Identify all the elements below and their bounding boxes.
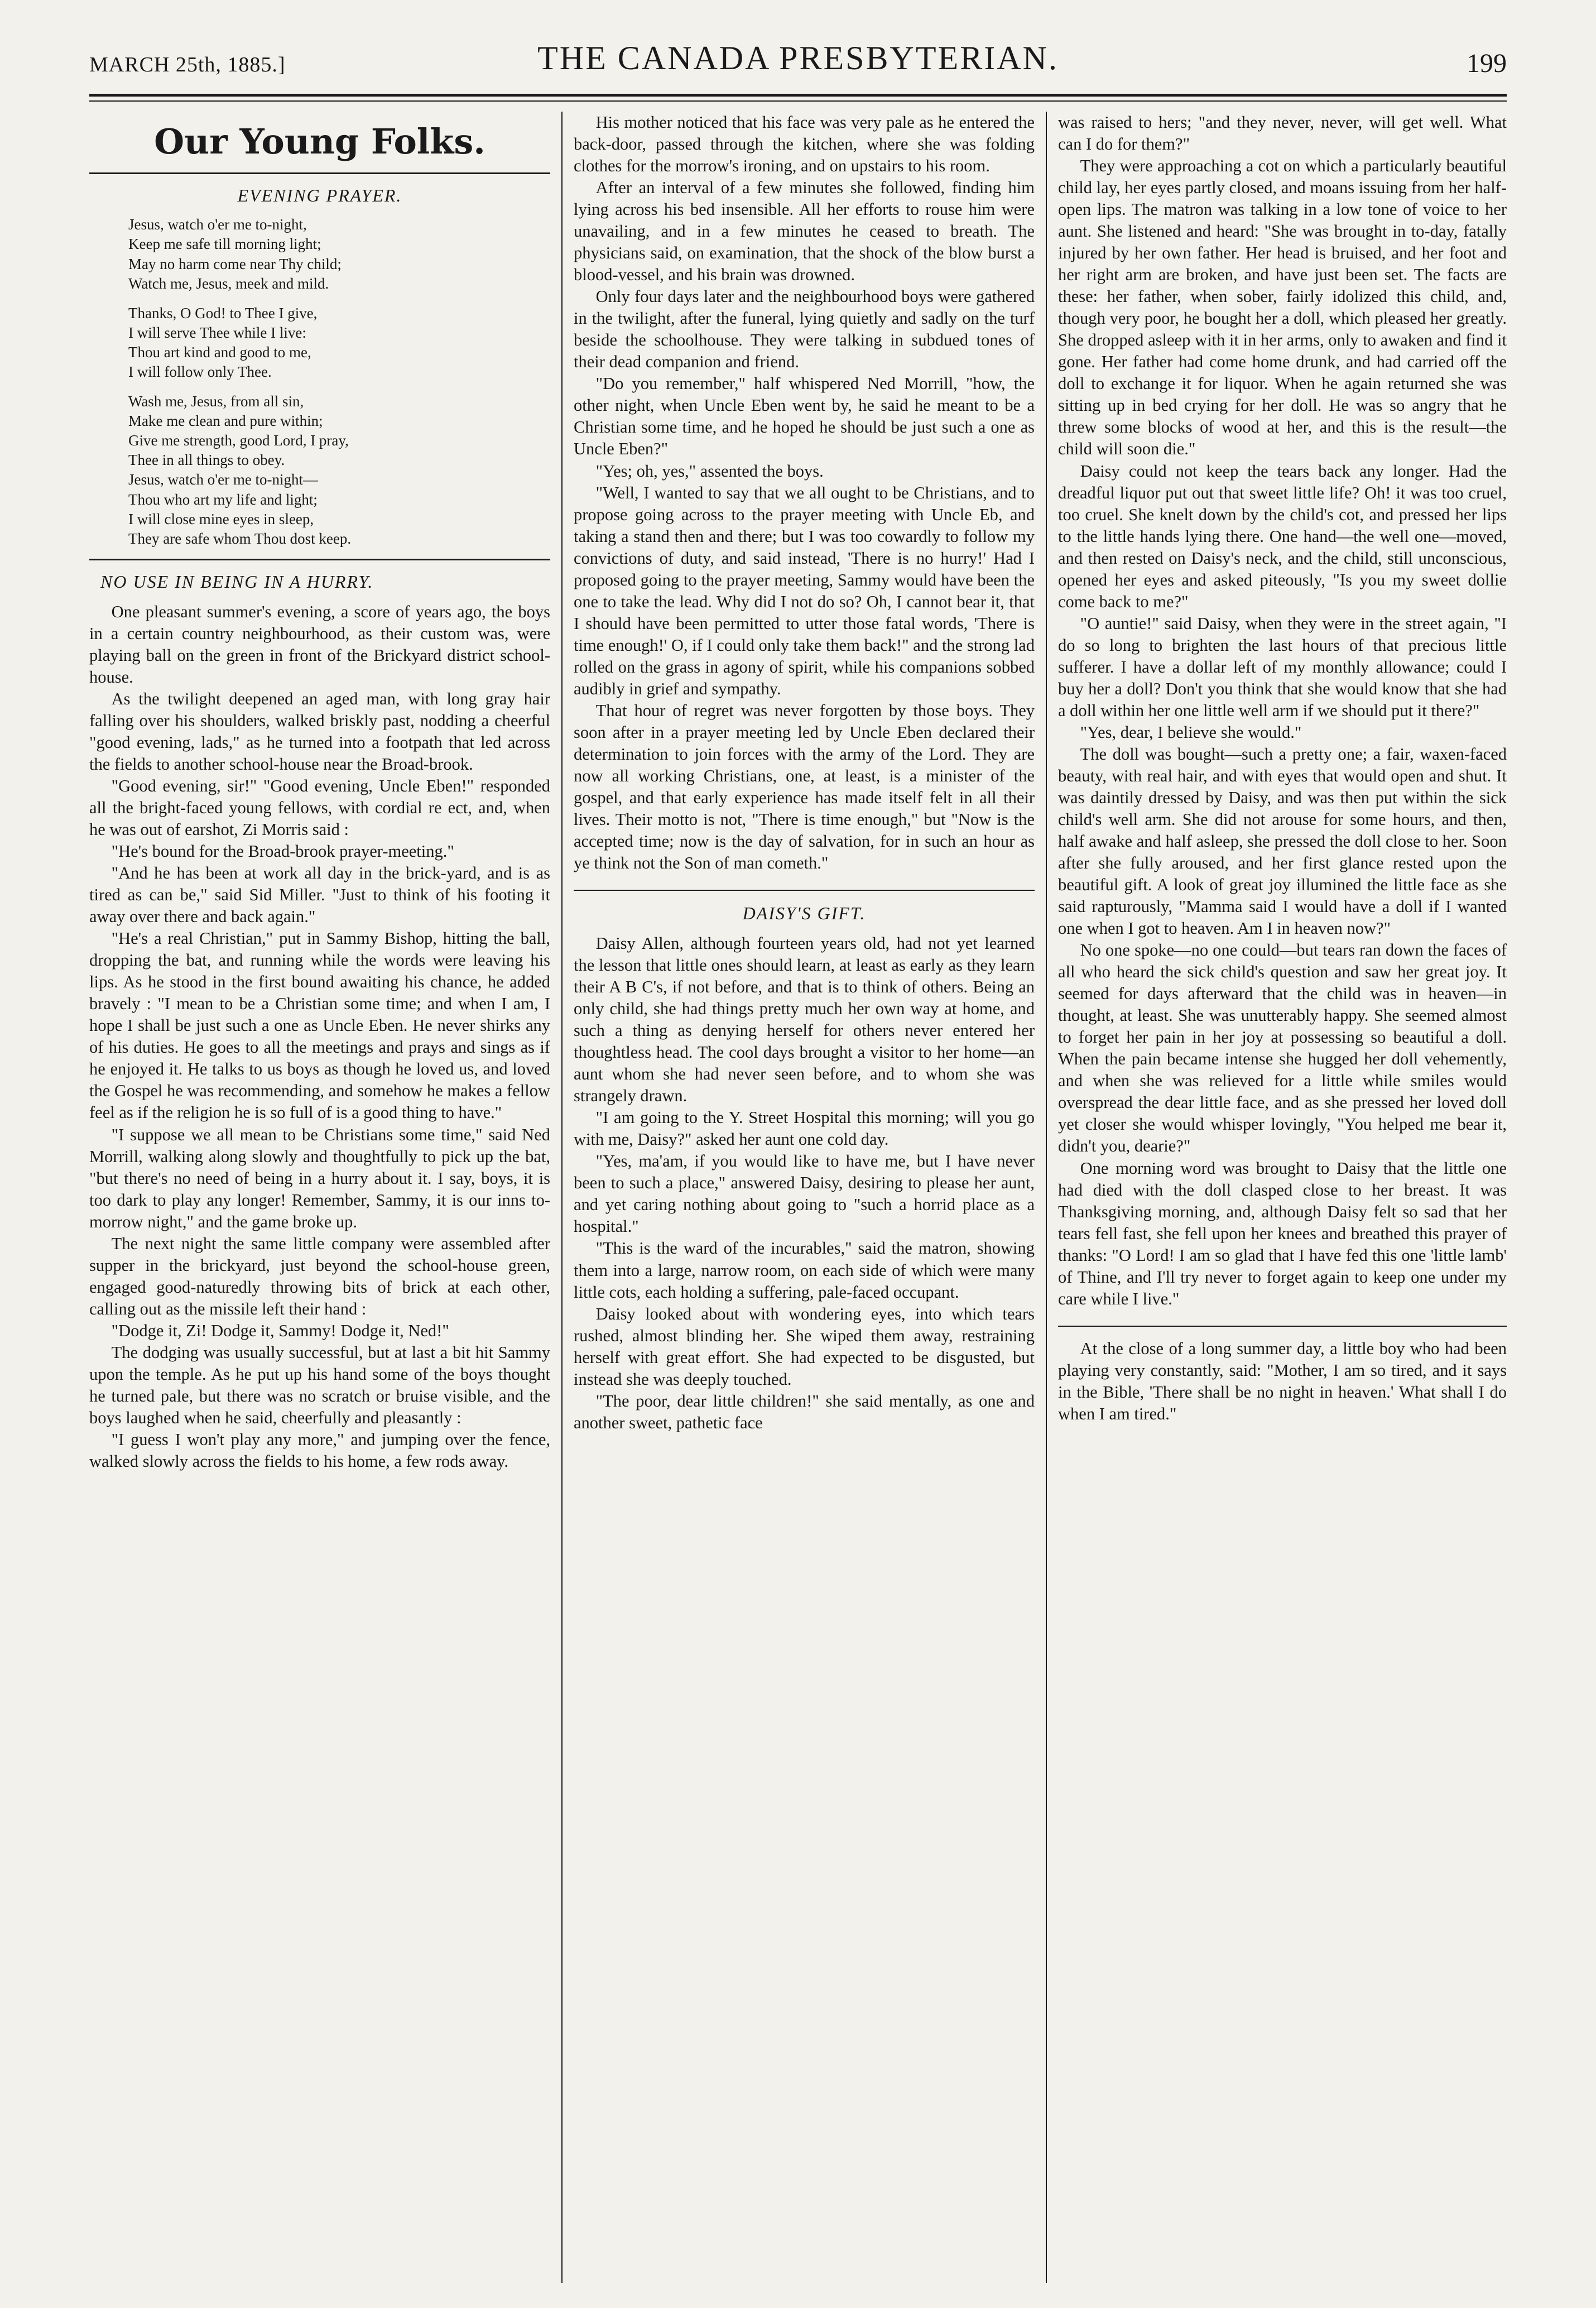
column-2 <box>574 112 1035 2288</box>
paragraph: "I suppose we all mean to be Christians some time," said Ned Morrill, walking along slowly and thoughtfully to pick up the bat, "but there's no need of being in a hurry about it. I say, boys, it is too dark to play any longer! Remember, Sammy, it is our inns to-morrow night," and the game broke up. <box>89 1125 550 1231</box>
issue-date: MARCH 25th, 1885.] <box>89 53 286 76</box>
paragraph: "The poor, dear little children!" she said mentally, as one and another sweet, pathetic face <box>574 1391 1035 1432</box>
poem-line: Watch me, Jesus, meek and mild. <box>128 275 329 292</box>
paragraph: Daisy Allen, although fourteen years old, had not yet learned the lesson that little ones should learn, at least as early as they learn their A B C's, if not before, and that is to think of others. Being an only child, she had things pretty much her own way at home, and such a thing as denying herself for others never entered her thoughtless head. The cool days brought a visitor to her home—an aunt whom she had never seen before, and to whom she was strangely drawn. <box>574 934 1035 1106</box>
story-title: NO USE IN BEING IN A HURRY. <box>100 571 374 592</box>
divider <box>89 559 550 560</box>
divider <box>1058 1326 1507 1327</box>
divider <box>89 172 550 174</box>
paragraph: "I guess I won't play any more," and jumping over the fence, walked slowly across the fields to his home, a few rods away. <box>89 1429 550 1471</box>
poem-line: They are safe whom Thou dost keep. <box>128 530 352 547</box>
paragraph: "And he has been at work all day in the brick-yard, and is as tired as can be," said Sid Miller. "Just to think of his footing it away over there and back again." <box>89 863 550 927</box>
page-number: 199 <box>1467 49 1507 78</box>
paragraph: As the twilight deepened an aged man, with long gray hair falling over his shoulders, walked briskly past, nodding a cheerful "good evening, lads," as he turned into a footpath that led across the fields to another school-house near the Broad-brook. <box>89 689 550 774</box>
paragraph: That hour of regret was never forgotten by those boys. They soon after in a prayer meeting led by Uncle Eben declared their determination to join forces with the army of the Lord. They are now all working Christians, one, at least, is a minister of the gospel, and that early experience has made itself felt in all their lives. Their motto is not, "There is time enough," but "Now is the accepted time; now is the day of salvation, for in such an hour as ye think not the Son of man cometh." <box>574 700 1035 873</box>
paragraph: "I am going to the Y. Street Hospital this morning; will you go with me, Daisy?" asked her aunt one cold day. <box>574 1108 1035 1149</box>
poem-stanza <box>128 215 550 293</box>
header-rule <box>89 94 1507 97</box>
column-divider <box>1046 112 1047 2283</box>
paragraph: One pleasant summer's evening, a score of years ago, the boys in a certain country neighbourhood, as their custom was, were playing ball on the green in front of the Brickyard district school-house. <box>89 602 550 687</box>
poem-line: Thou art kind and good to me, <box>128 343 311 361</box>
poem-line: Jesus, watch o'er me to-night— <box>128 471 319 488</box>
paragraph: "Well, I wanted to say that we all ought to be Christians, and to propose going across to the prayer meeting with Uncle Eb, and taking a stand then and there; but I was too cowardly to follow my convictions of duty, and said instead, 'There is no hurry!' Had I proposed going to the prayer meeting, Sammy would have been the one to take the lead. Why did I not do so? Oh, I cannot bear it, that I should have been permitted to utter those fatal words, 'There is time enough!' O, if I could only take them back!" and the strong lad rolled on the grass in agony of spirit, while his companions sobbed audibly in grief and sympathy. <box>574 483 1035 698</box>
paragraph: "He's bound for the Broad-brook prayer-meeting." <box>111 842 454 861</box>
paragraph: "This is the ward of the incurables," said the matron, showing them into a large, narrow room, on each side of which were many little cots, each holding a suffering, pale-faced occupant. <box>574 1239 1035 1302</box>
paragraph: Daisy could not keep the tears back any longer. Had the dreadful liquor put out that sweet little life? Oh! it was too cruel, too cruel. She knelt down by the child's cot, and pressed her lips to the little hands lying there. One hand—the well one—moved, and then rested on Daisy's neck, and the child, still unconscious, opened her eyes and asked piteously, "Is you my sweet dollie come back to me?" <box>1058 461 1507 611</box>
paragraph: The doll was bought—such a pretty one; a fair, waxen-faced beauty, with real hair, and with eyes that would open and shut. It was daintily dressed by Daisy, and was then put within the sick child's well arm. She did not arouse for some hours, and then, half awake and half asleep, she pressed the doll close to her. Soon after she fully aroused, and her first glance rested upon the beautiful gift. A look of great joy illumined the little face as she said rapturously, "Mamma said I would have a doll if I wanted one when I got to heaven. Am I in heaven now?" <box>1058 744 1507 938</box>
paragraph: "O auntie!" said Daisy, when they were in the street again, "I do so long to brighten the last hours of that precious little sufferer. I have a dollar left of my monthly allowance; could I buy her a doll? Don't you think that she would know that she had a doll within her one little well arm if we should put it there?" <box>1058 613 1507 720</box>
column-3 <box>1058 112 1507 2288</box>
column-1 <box>89 112 550 2288</box>
paragraph: "Yes; oh, yes," assented the boys. <box>595 461 824 481</box>
poem-line: Give me strength, good Lord, I pray, <box>128 432 349 449</box>
section-title: Our Young Folks. <box>154 121 485 162</box>
story-title: DAISY'S GIFT. <box>742 903 866 924</box>
poem-line: Make me clean and pure within; <box>128 412 323 430</box>
paragraph: One morning word was brought to Daisy that the little one had died with the doll clasped close to her breast. It was Thanksgiving morning, and, although Daisy felt so sad that her tears fell fast, she fell upon her knees and breathed this prayer of thanks: "O Lord! I am so glad that I have fed this one 'little lamb' of Thine, and I'll try never to forget again to keep one under my care while I live." <box>1058 1158 1507 1308</box>
paragraph: Only four days later and the neighbourhood boys were gathered in the twilight, after the funeral, lying quietly and sadly on the turf beside the schoolhouse. They were talking in subdued tones of their dead companion and friend. <box>574 287 1035 372</box>
poem-line: May no harm come near Thy child; <box>128 255 342 272</box>
paragraph: was raised to hers; "and they never, never, will get well. What can I do for them?" <box>1058 113 1507 154</box>
closing-paragraph: At the close of a long summer day, a little boy who had been playing very constantly, said: "Mother, I am so tired, and it says in the Bible, 'There shall be no night in heaven.' What shall I do when I am tired." <box>1058 1338 1507 1423</box>
poem-stanza <box>128 304 550 382</box>
poem-line: Thanks, O God! to Thee I give, <box>128 304 318 322</box>
poem-line: I will follow only Thee. <box>128 363 272 380</box>
paragraph: "Yes, dear, I believe she would." <box>1080 722 1302 742</box>
poem-title: EVENING PRAYER. <box>237 185 402 206</box>
poem-line: Keep me safe till morning light; <box>128 236 321 253</box>
paragraph: They were approaching a cot on which a particularly beautiful child lay, her eyes partly closed, and moans issuing from her half-open lips. The matron was talking in a low tone of voice to her aunt. She listened and heard: "She was brought in to-day, fatally injured by her own father. Her head is bruised, and her foot and her right arm are broken, and have just been set. The facts are these: her father, when sober, fairly idolized this child, and, though very poor, he bought her a doll, which pleased her greatly. She dropped asleep with it in her arms, only to awaken and find it gone. Her father had come home drunk, and had carried off the doll to exchange it for liquor. When he again returned she was sitting up in bed crying for her doll. He was so angry that he threw some blocks of wood at her, and this is the result—the child will soon die." <box>1058 156 1507 459</box>
paragraph: The next night the same little company were assembled after supper in the brickyard, just beyond the school-house green, engaged good-naturedly throwing bits of brick at each other, calling out as the missile left their hand : <box>89 1234 550 1318</box>
paragraph: "Good evening, sir!" "Good evening, Uncle Eben!" responded all the bright-faced young fellows, with cordial re ect, and, when he was out of earshot, Zi Morris said : <box>89 776 550 839</box>
paragraph: Daisy looked about with wondering eyes, into which tears rushed, almost blinding her. She wiped them away, restraining herself with great effort. She had expected to be disgusted, but instead she was deeply touched. <box>574 1304 1035 1389</box>
paragraph: "Dodge it, Zi! Dodge it, Sammy! Dodge it, Ned!" <box>111 1321 449 1340</box>
poem <box>128 215 550 549</box>
paragraph: "He's a real Christian," put in Sammy Bishop, hitting the ball, dropping the bat, and running while the words were leaving his lips. As he stood in the first bound awaiting his chance, he added bravely : "I mean to be a Christian some time; and when I am, I hope I shall be just such a one as Uncle Eben. He never shirks any of his duties. He goes to all the meetings and prays and sings as if he enjoyed it. He talks to us boys as though he loved us, and loved the Gospel he was recommending, and somehow he makes a fellow feel as if the religion he is so full of is a good thing to have." <box>89 929 550 1122</box>
paragraph: No one spoke—no one could—but tears ran down the faces of all who heard the sick child's question and saw her great joy. It seemed for days afterward that the child was in heaven—in thought, at least. She was unutterably happy. She seemed almost to forget her pain in her joy at possessing so beautiful a doll. When the pain became intense she hugged her doll vehemently, and when she was relieved for a little while smiles would overspread the dear little face, and as she pressed her loved doll yet closer she would whisper lovingly, "You helped me bear it, didn't you, dearie?" <box>1058 941 1507 1156</box>
poem-line: Wash me, Jesus, from all sin, <box>128 393 304 410</box>
divider <box>574 890 1035 891</box>
paragraph: After an interval of a few minutes she followed, finding him lying across his bed insensible. All her efforts to rouse him were unavailing, and in a few minutes he ceased to breath. The physicians said, on examination, that the shock of the blow burst a blood-vessel, and his brain was drowned. <box>574 178 1035 285</box>
paragraph: His mother noticed that his face was very pale as he entered the back-door, passed through the kitchen, where she was folding clothes for the morrow's ironing, and on upstairs to his room. <box>574 113 1035 176</box>
poem-stanza <box>128 392 550 549</box>
newspaper-title: THE CANADA PRESBYTERIAN. <box>537 40 1059 76</box>
poem-line: Thou who art my life and light; <box>128 491 318 508</box>
poem-line: I will close mine eyes in sleep, <box>128 510 314 527</box>
paragraph: The dodging was usually successful, but at last a bit hit Sammy upon the temple. As he put up his hand some of the boys thought he turned pale, but there was no scratch or bruise visible, and the boys laughed when he said, cheerfully and pleasantly : <box>89 1342 550 1427</box>
paragraph: "Yes, ma'am, if you would like to have me, but I have never been to such a place," answered Daisy, desiring to please her aunt, and yet caring nothing about going to "such a horrid place as a hospital." <box>574 1151 1035 1236</box>
poem-line: Thee in all things to obey. <box>128 452 285 469</box>
header-rule-thin <box>89 100 1507 102</box>
poem-line: Jesus, watch o'er me to-night, <box>128 216 307 233</box>
masthead <box>89 39 1507 89</box>
paragraph: "Do you remember," half whispered Ned Morrill, "how, the other night, when Uncle Eben went by, he said he meant to be a Christian some time, and he hoped he should be just such a one as Uncle Eben?" <box>574 374 1035 459</box>
column-divider <box>561 112 563 2283</box>
poem-line: I will serve Thee while I live: <box>128 324 306 341</box>
